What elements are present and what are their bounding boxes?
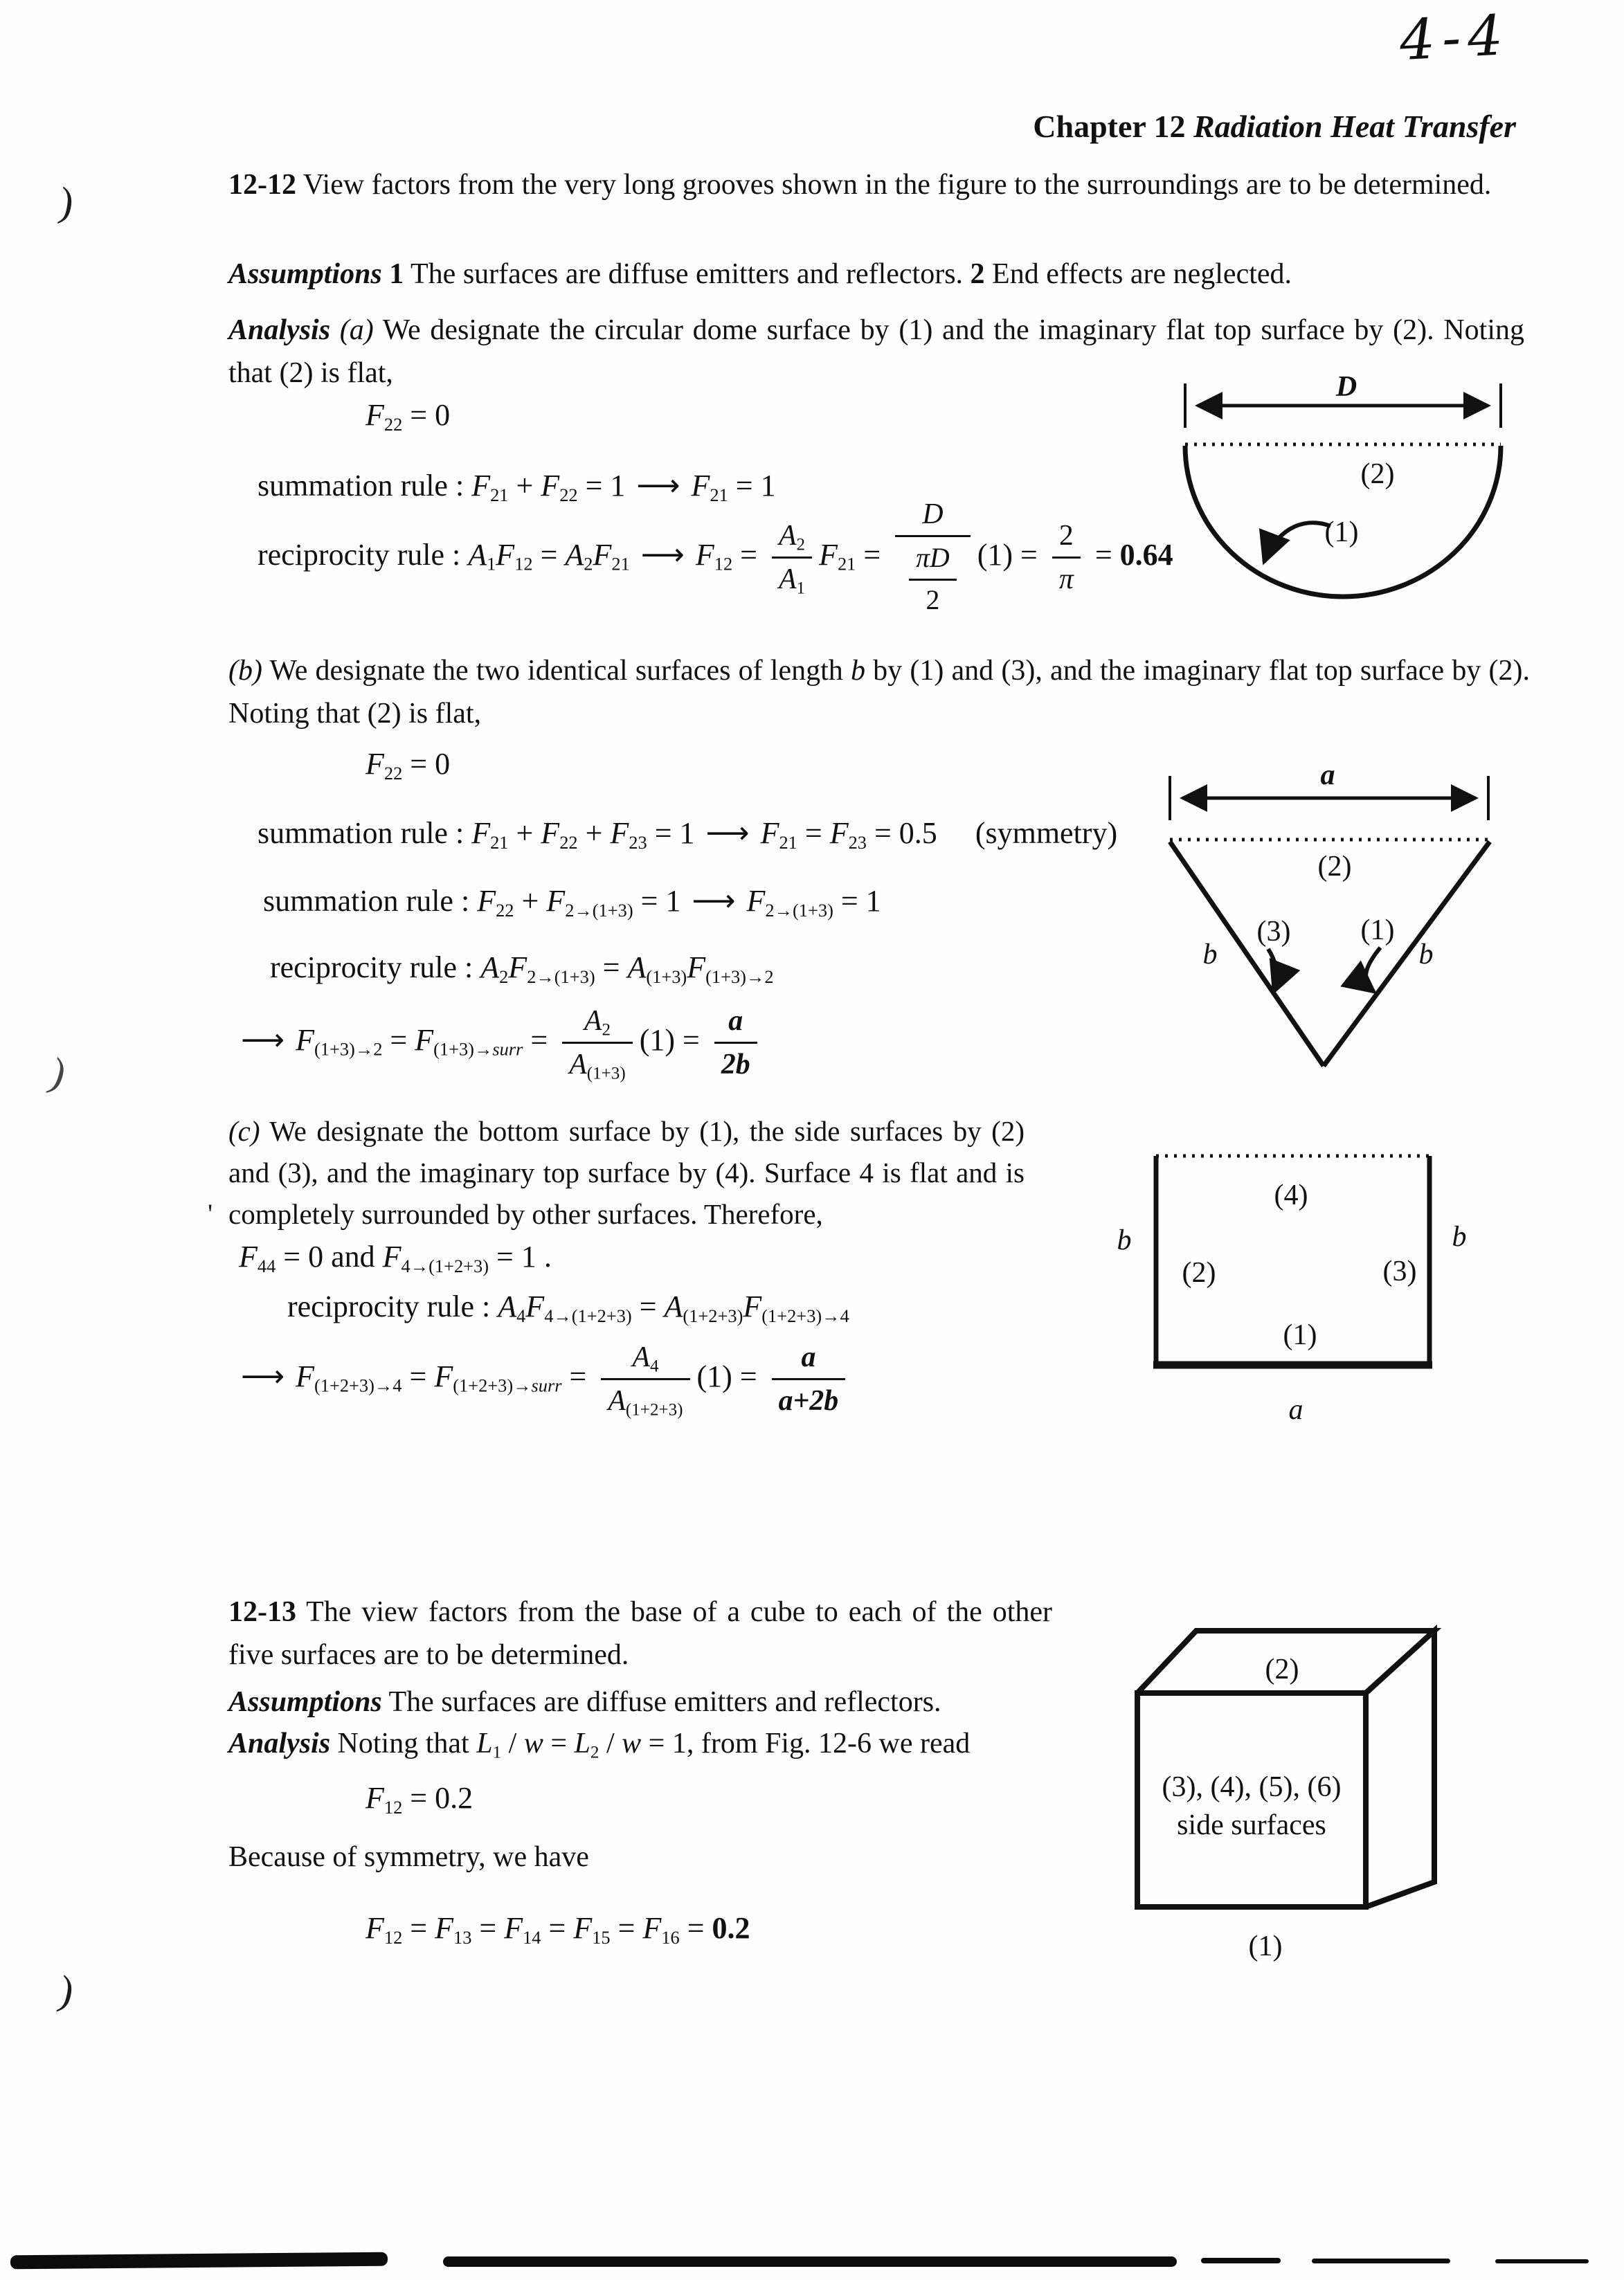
scan-edge-artifact: [1495, 2259, 1589, 2263]
scan-edge-artifact: [10, 2252, 388, 2270]
vgroove-dim-label: a: [1320, 759, 1335, 791]
analysis-b-paragraph: (b) We designate the two identical surfaces of length b by (1) and (3), and the imaginary flat top surface by (2). Noting that (2) is flat,: [228, 655, 1530, 730]
equation-reciprocity-c: reciprocity rule : $A_4F_{4\to(1+2+3)} = A_{(1+2+3)}F_{(1+2+3)\to 4}$: [287, 1290, 849, 1326]
equation-f44-c: $F_{44} = 0$ and $F_{4\to(1+2+3)} = 1$ .: [239, 1240, 552, 1276]
chapter-header: [0, 108, 1516, 145]
analysis-c-paragraph: (c) We designate the bottom surface by (1), the side surfaces by (2) and (3), and the imaginary top surface by (4). Surface 4 is flat and is completely surrounded by other surfaces. Therefore,: [228, 1115, 1025, 1230]
margin-mark: ): [44, 1049, 72, 1097]
vgroove-left-side: [1170, 842, 1324, 1066]
cube-side-surfaces-label-line2: side surfaces: [1177, 1809, 1326, 1841]
scan-edge-artifact: [1201, 2258, 1281, 2263]
rgroove-dim-label: a: [1288, 1394, 1303, 1426]
dome-surface-2-label: (2): [1360, 458, 1395, 490]
vgroove-b-left-label: b: [1202, 939, 1218, 970]
vgroove-surface-1-label: (1): [1360, 914, 1395, 946]
equation-reciprocity-a: reciprocity rule : $A_1F_{12} = A_2F_{21}$ ⟶ $F_{12}$ = $\frac{A_2}{A_1}$ $F_{21}$ = $\frac{D}{\frac{\pi D}{2}}$ (1) = $\frac{2}{\pi}$ = 0.64: [258, 496, 1173, 619]
rgroove-b-left-label: b: [1117, 1224, 1132, 1256]
vgroove-b-right-label: b: [1418, 939, 1434, 970]
scan-edge-artifact: [1312, 2259, 1450, 2263]
rgroove-surface-2-label: (2): [1182, 1257, 1216, 1289]
problem-12-13-statement: 12-13 The view factors from the base of a cube to each of the other five surfaces are to be determined.: [228, 1596, 1052, 1671]
equation-summation-a: summation rule : $F_{21} + F_{22} = 1$ ⟶ $F_{21} = 1$: [258, 468, 776, 505]
cube-side-surfaces-label-line1: (3), (4), (5), (6): [1162, 1771, 1342, 1803]
equation-result-c: ⟶ $F_{(1+2+3)\to 4} = F_{(1+2+3)\to surr}$ = $\frac{A_4}{A_{(1+2+3)}}$ (1) = $\frac{a}{a+2b}$: [230, 1339, 852, 1420]
v-groove-figure: [1149, 751, 1495, 1080]
cube-base-surface-label: (1): [1248, 1930, 1283, 1962]
dome-groove-figure: [1170, 360, 1516, 602]
scan-edge-artifact: [443, 2256, 1177, 2267]
rgroove-surface-1-label: (1): [1283, 1319, 1317, 1351]
equation-f22-a: $F_{22} = 0$: [366, 398, 451, 435]
dome-pointer-arrow: [1264, 523, 1330, 562]
rgroove-surface-3-label: (3): [1382, 1256, 1417, 1287]
assumptions-12-13: Assumptions The surfaces are diffuse emitters and reflectors.: [228, 1686, 941, 1718]
equation-summation-b2: summation rule : $F_{22} + F_{2\to(1+3)} = 1$ ⟶ $F_{2\to(1+3)} = 1$: [263, 883, 881, 921]
equation-f12: $F_{12} = 0.2$: [366, 1781, 473, 1818]
vgroove-surface-3-label: (3): [1256, 916, 1291, 948]
equation-final-view-factors: $F_{12} = F_{13} = F_{14} = F_{15} = F_{16} = 0.2$: [366, 1911, 750, 1948]
vgroove-surface-2-label: (2): [1317, 851, 1352, 883]
analysis-12-13-line: Analysis Noting that $L_1 / w = L_2 / w = 1$, from Fig. 12-6 we read: [228, 1728, 971, 1762]
equation-summation-b1: summation rule : $F_{21} + F_{22} + F_{23} = 1$ ⟶ $F_{21} = F_{23} = 0.5$ (symmetry): [258, 815, 1118, 853]
cube-top-surface-label: (2): [1265, 1654, 1299, 1685]
cube-right-face: [1366, 1631, 1434, 1907]
rgroove-surface-4-label: (4): [1274, 1179, 1308, 1211]
problem-12-12-statement: 12-12 View factors from the very long grooves shown in the figure to the surroundings are to be determined.: [228, 169, 1492, 201]
dome-dim-label: D: [1335, 371, 1357, 403]
rgroove-b-right-label: b: [1452, 1221, 1467, 1253]
because-of-symmetry-line: Because of symmetry, we have: [228, 1841, 589, 1873]
assumptions-12-12: Assumptions 1 The surfaces are diffuse emitters and reflectors. 2 End effects are neglected.: [228, 258, 1292, 290]
rectangular-groove-figure: [1115, 1139, 1488, 1436]
vgroove-pointer-arrow-1: [1366, 948, 1380, 992]
dome-surface-1-label: (1): [1324, 516, 1359, 548]
chapter-title: Radiation Heat Transfer: [1193, 109, 1516, 144]
equation-result-b: ⟶ $F_{(1+3)\to 2} = F_{(1+3)\to surr}$ = $\frac{A_2}{A_{(1+3)}}$ (1) = $\frac{a}{2b}$: [230, 1002, 764, 1083]
analysis-a-paragraph: Analysis (a) We designate the circular dome surface by (1) and the imaginary flat top surface by (2). Noting that (2) is flat,: [228, 314, 1524, 389]
margin-mark: ): [56, 178, 78, 226]
equation-f22-b: $F_{22} = 0$: [366, 747, 451, 784]
equation-reciprocity-b: reciprocity rule : $A_2F_{2\to(1+3)} = A_{(1+3)}F_{(1+3)\to 2}$: [270, 950, 774, 987]
margin-mark: ': [208, 1198, 213, 1229]
handwritten-page-number: 4-4: [1398, 2, 1512, 73]
chapter-number: Chapter 12: [1033, 109, 1193, 144]
margin-mark: ): [55, 1966, 78, 2015]
cube-figure: [1108, 1592, 1537, 1980]
